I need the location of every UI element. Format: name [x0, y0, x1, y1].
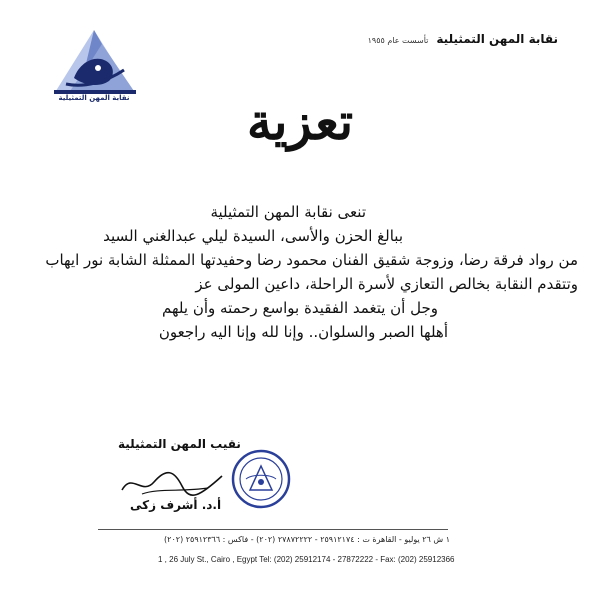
body-line: تنعى نقابة المهن التمثيلية — [210, 203, 366, 221]
organization-name: نقابة المهن التمثيلية — [436, 32, 558, 46]
body-line: وتتقدم النقابة بخالص التعازي لأسرة الراحلة، داعين المولى عز — [195, 275, 578, 293]
logo-mask-eye — [95, 65, 101, 71]
header-right — [368, 32, 558, 46]
body-line: وجل أن يتغمد الفقيدة بواسع رحمته وأن يلهم — [162, 299, 438, 317]
official-stamp — [230, 448, 292, 510]
founded-text: تأسست عام ١٩٥٥ — [367, 36, 429, 45]
signatory-title: نقيب المهن التمثيلية — [118, 437, 241, 451]
body-line: من رواد فرقة رضا، وزوجة شقيق الفنان محمود رضا وحفيدتها الممثلة الشابة نور ايهاب — [45, 251, 578, 269]
footer-address-english: 1 , 26 July St., Cairo , Egypt Tel: (202) 25912174 - 27872222 - Fax: (202) 25912366 — [158, 555, 455, 564]
body-line: ببالغ الحزن والأسى، السيدة ليلي عبدالغني السيد — [103, 227, 403, 245]
signatory-name: أ.د. أشرف زكى — [130, 498, 222, 512]
letter-title: تعزية — [246, 92, 354, 151]
logo-caption: نقابة المهن التمثيلية — [58, 94, 130, 102]
footer-address-arabic: ١ ش ٢٦ يوليو - القاهرة ت : ٢٥٩١٢١٧٤ - ٢٧٨٧٢٢٢٢ (٢٠٢) - فاكس : ٢٥٩١٢٣٦٦ (٢٠٢) — [164, 535, 450, 544]
body-line: أهلها الصبر والسلوان.. وإنا لله وإنا اليه راجعون — [158, 323, 448, 341]
letter-body — [8, 200, 578, 344]
footer-divider — [98, 529, 448, 530]
handwritten-signature — [112, 462, 232, 502]
